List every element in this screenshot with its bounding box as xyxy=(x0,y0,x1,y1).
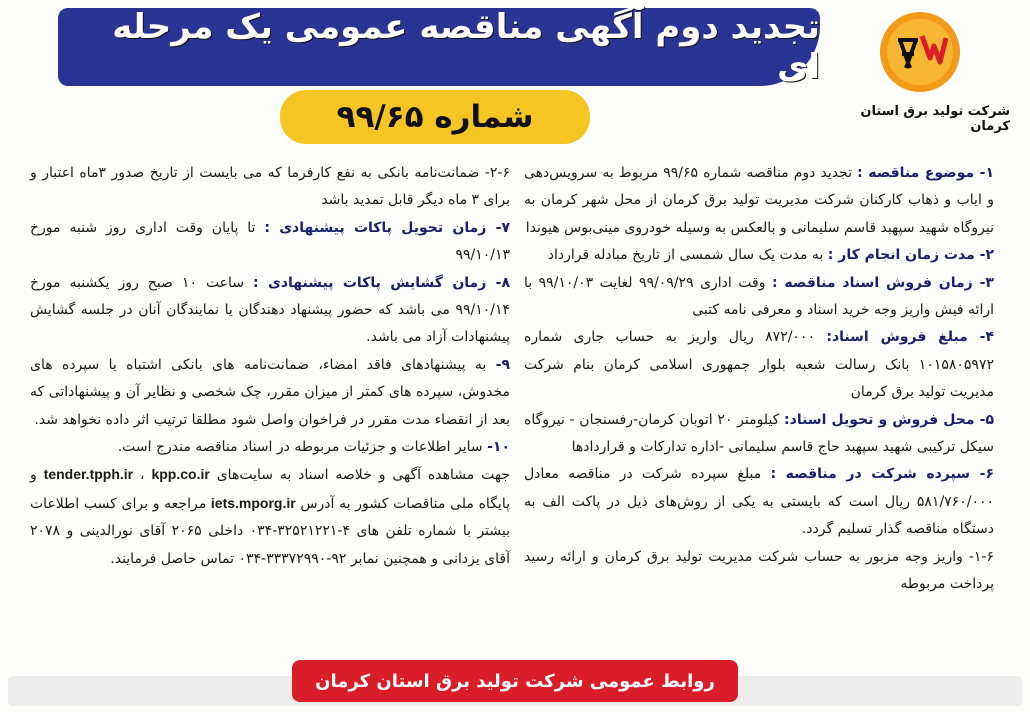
right-column xyxy=(524,160,994,599)
site-link-tender[interactable]: tender.tpph.ir xyxy=(43,466,134,483)
footer-bar xyxy=(292,660,738,702)
item-4 xyxy=(524,324,994,406)
item-4-text: ۸۷۲/۰۰۰ ریال واریز به حساب جاری شماره ۱۰۱۵۸۰۵۹۷۲ بانک رسالت شعبه بلوار جمهوری اسلامی کرمان بنام شرکت مدیریت تولید برق کرمان xyxy=(524,329,994,401)
left-column xyxy=(30,160,510,573)
info-end: مراجعه و برای کسب اطلاعات بیشتر با شماره تلفن های ۴-۳۲۵۲۱۲۲۱-۰۳۴ داخلی ۲۰۶۵ آقای نورالدینی و ۲۰۷۸ آقای یزدانی و همچنین نمابر ۹۲-۳۳۳۷۲۹۹۰-۰۳۴ تماس حاصل فرمایند. xyxy=(30,495,510,567)
item-6-2-text: ۲-۶- ضمانت‌نامه بانکی به نفع کارفرما که می بایست از تاریخ صدور ۳ماه اعتبار و برای ۳ ماه دیگر قابل تمدید باشد xyxy=(30,165,510,209)
item-6-1-text: ۱-۶- واریز وجه مزبور به حساب شرکت مدیریت تولید برق کرمان و ارائه رسید پرداخت مربوطه xyxy=(524,548,994,593)
item-9-text: به پیشنهادهای فاقد امضاء، ضمانت‌نامه های بانکی اشتباه یا سپرده های مخدوش، سپرده های کمتر از میزان مقرر، چک شخصی و نظایر آن و پیشنهاداتی که بعد از انقضاء مدت مقرر در فراخوان واصل شود مطلقا ترتیب اثر داده نخواهد شد. xyxy=(30,356,510,428)
item-10 xyxy=(30,434,510,461)
item-6-text: مبلغ سپرده شرکت در مناقصه معادل ۵۸۱/۷۶۰/۰۰۰ ریال است که بایستی به یکی از روش‌های ذیل در پاکت الف به دستگاه مناقصه گذار تسلیم گردد. xyxy=(524,466,994,538)
contact-info: جهت مشاهده آگهی و خلاصه اسناد به سایت‌های tender.tpph.ir ، kpp.co.ir و پایگاه ملی مناقصات کشور به آدرس iets.mporg.ir مراجعه و برای کسب اطلاعات بیشتر با شماره تلفن های ۴-۳۲۵۲۱۲۲۱-۰۳۴ داخلی ۲۰۶۵ آقای نورالدینی و ۲۰۷۸ آقای یزدانی و همچنین نمابر ۹۲-۳۳۳۷۲۹۹۰-۰۳۴ تماس حاصل فرمایند. xyxy=(30,466,511,567)
item-8-heading: ۸- زمان گشایش پاکات پیشنهادی : xyxy=(253,274,511,291)
item-5-heading: ۵- محل فروش و تحویل اسناد: xyxy=(784,411,995,428)
footer-label: روابط عمومی شرکت تولید برق استان کرمان xyxy=(315,670,715,692)
item-10-heading: ۱۰- xyxy=(487,439,510,456)
item-4-heading: ۴- مبلغ فروش اسناد: xyxy=(826,329,994,346)
item-3 xyxy=(524,270,994,325)
item-8 xyxy=(30,270,510,352)
company-name: شرکت تولید برق استان کرمان xyxy=(860,104,1010,134)
item-7 xyxy=(30,215,510,270)
item-7-heading: ۷- زمان تحویل پاکات پیشنهادی : xyxy=(264,219,510,236)
page-title: تجدید دوم آگهی مناقصه عمومی یک مرحله ای xyxy=(112,7,820,87)
item-1-heading: ۱- موضوع مناقصه : xyxy=(857,165,995,181)
item-3-text: وقت اداری ۹۹/۰۹/۲۹ لغایت ۹۹/۱۰/۰۳ با ارائه فیش واریز وجه خرید اسناد و معرفی نامه کتبی xyxy=(524,274,994,319)
item-2 xyxy=(524,242,994,269)
tender-number: شماره ۹۹/۶۵ xyxy=(336,99,534,135)
item-2-heading: ۲- مدت زمان انجام کار : xyxy=(827,247,994,264)
item-6-2 xyxy=(30,160,510,215)
item-5 xyxy=(524,407,994,462)
item-6-1 xyxy=(524,544,994,599)
item-6-heading: ۶- سپرده شرکت در مناقصه : xyxy=(770,466,994,483)
item-1 xyxy=(524,160,994,242)
item-6 xyxy=(524,461,994,543)
site-link-iets[interactable]: iets.mporg.ir xyxy=(210,494,296,511)
item-3-heading: ۳- زمان فروش اسناد مناقصه : xyxy=(771,274,994,291)
item-9 xyxy=(30,352,510,434)
item-8-text: ساعت ۱۰ صبح روز یکشنبه مورخ ۹۹/۱۰/۱۴ می باشد که حضور پیشنهاد دهندگان یا نمایندگان آنان در جلسه گشایش پیشنهادات آزاد می باشد. xyxy=(30,274,510,346)
info-mid: و پایگاه ملی مناقصات کشور به آدرس xyxy=(30,467,510,512)
item-9-heading: ۹- xyxy=(495,356,510,373)
item-10-text: سایر اطلاعات و جزئیات مربوطه در اسناد مناقصه مندرج است. xyxy=(117,439,483,456)
item-7-text: تا پایان وقت اداری روز شنبه مورخ ۹۹/۱۰/۱۳ xyxy=(30,219,510,264)
title-bar xyxy=(58,8,820,86)
power-company-logo-icon xyxy=(878,10,962,94)
tender-number-banner xyxy=(280,90,590,144)
item-5-text: کیلومتر ۲۰ اتوبان کرمان-رفسنجان - نیروگاه سیکل ترکیبی شهید سپهبد حاج قاسم سلیمانی -اداره تدارکات و قراردادها xyxy=(524,411,994,456)
item-1-text: تجدید دوم مناقصه شماره ۹۹/۶۵ مربوط به سرویس‌دهی و ایاب و ذهاب کارکنان شرکت مدیریت تولید برق کرمان از محل شهر کرمان به نیروگاه شهید سپهبد قاسم سلیمانی و بالعکس به وسیله خودروی مینی‌بوس هیوندا xyxy=(524,165,994,236)
logo-area xyxy=(830,10,1010,140)
info-prefix: جهت مشاهده آگهی و خلاصه اسناد به سایت‌های xyxy=(216,467,511,484)
site-link-kpp[interactable]: kpp.co.ir xyxy=(151,466,210,483)
item-2-text: به مدت یک سال شمسی از تاریخ مبادله قرارداد xyxy=(547,247,824,264)
